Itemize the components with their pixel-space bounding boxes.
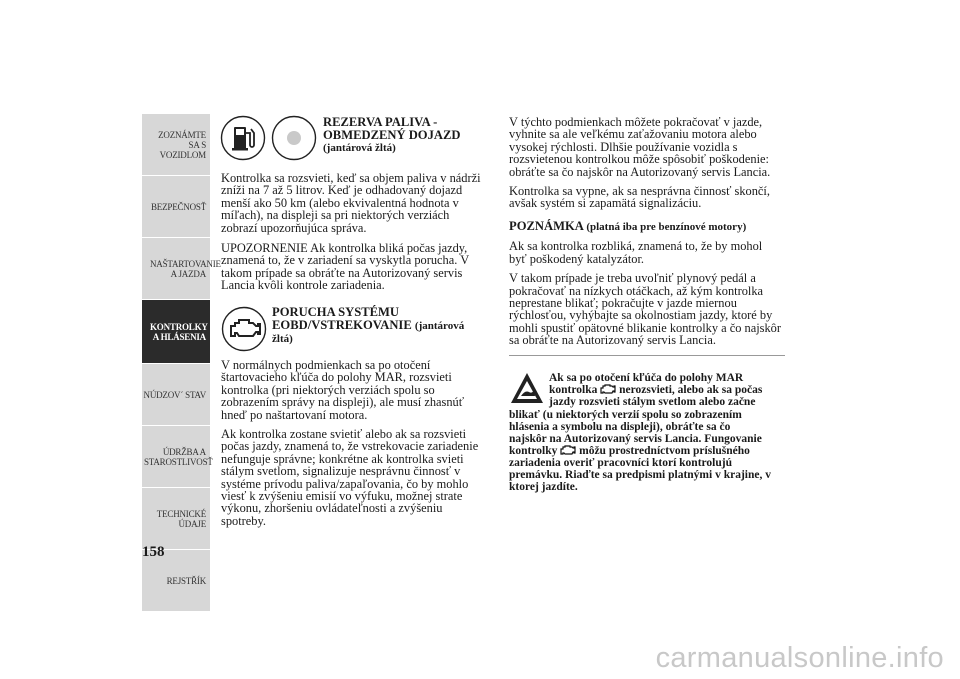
tab-technicke-udaje[interactable] <box>142 488 210 550</box>
tab-label: ZOZNÁMTE SA S VOZIDLOM <box>158 129 206 160</box>
tab-bezpecnost[interactable] <box>142 176 210 238</box>
eobd-text <box>221 359 487 534</box>
fuel-title: REZERVA PALIVA - OBMEDZENÝ DOJAZD <box>323 115 461 142</box>
engine-check-icon <box>560 445 576 455</box>
eobd-paragraph-1: V normálnych podmienkach sa po otočení štartovacieho kľúča do polohy MAR, rozsvieti kontrolka (pri niektorých verziách spolu so zobrazením správy na displeji), ale musí zhasnúť hneď po naštartovaní motora. <box>221 358 465 422</box>
warn-line-2: kontrolka nerozsvieti, alebo ak sa počas <box>549 384 763 396</box>
warn-line-7: kontrolky môžu prostredníctvom príslušného <box>509 445 750 457</box>
fuel-text <box>221 172 483 299</box>
fuel-subtitle: (jantárová žltá) <box>323 142 396 155</box>
tab-label: TECHNICKÉ ÚDAJE <box>156 508 206 529</box>
fuel-pump-icon <box>220 115 266 161</box>
fuel-paragraph-1: Kontrolka sa rozsvieti, keď sa objem paliva v nádrži zníži na 7 až 5 litrov. Keď je odhadovaný dojazd menší ako 50 km (alebo ekvivalentná hodnota v míľach), na displeji sa pri niektorých verziách zobrazí upozorňujúca správa. <box>221 171 481 235</box>
fuel-paragraph-2: UPOZORNENIE Ak kontrolka bliká počas jazdy, znamená to, že v zariadení sa vyskytla porucha. V takom prípade sa obráťte na Autorizovaný servis Lancia kvôli kontrole zariadenia. <box>221 241 469 293</box>
engine-check-icon <box>221 306 267 352</box>
tab-label: NÚDZOV´ STAV <box>143 389 206 400</box>
warn-line-9: premávku. Riaďte sa predpismi platnými v krajine, v <box>509 469 771 481</box>
tab-nudzovy-stav[interactable] <box>142 364 210 426</box>
eobd-heading <box>272 306 484 346</box>
warning-box <box>509 367 785 511</box>
warn-line-8: zariadenia overiť pracovníci ktorí kontrolujú <box>509 457 732 469</box>
warning-triangle-icon <box>509 371 545 405</box>
tab-nastartovanie[interactable] <box>142 238 221 300</box>
warning-light-off-icon <box>271 115 317 161</box>
tab-label: NAŠTARTOVANIE A JAZDA <box>150 258 221 279</box>
warn-line-1: Ak sa po otočení kľúča do polohy MAR <box>549 372 744 384</box>
tab-zoznamte-sa[interactable] <box>142 114 210 176</box>
fuel-heading <box>323 116 483 155</box>
tab-udrzba[interactable] <box>142 426 213 488</box>
chapter-sidebar <box>142 114 221 612</box>
warn-line-5: hlásenia a symbolu na displeji), obráťte sa čo <box>509 421 731 433</box>
right-paragraph-3: Ak sa kontrolka rozbliká, znamená to, že by mohol byť poškodený katalyzátor. <box>509 239 763 266</box>
warn-line-10: ktorej jazdíte. <box>509 481 578 493</box>
warn-line-6: najskôr na Autorizovaný servis Lancia. Fungovanie <box>509 433 762 445</box>
note-heading: POZNÁMKA (platná iba pre benzínové motory) <box>509 218 747 233</box>
right-paragraph-4: V takom prípade je treba uvoľniť plynový pedál a pokračovať na nízkych otáčkach, až kým kontrolka neprestane blikať; pokračujte v jazde miernou rýchlosťou, vyhýbajte sa okolnostiam jazdy, ktoré by mohli spustiť opätovné blikanie kontrolky a čo najskôr sa obráťte na Autorizovaný servis Lancia. <box>509 271 781 348</box>
tab-label: ÚDRŽBA A STAROSTLIVOSŤ <box>144 446 213 467</box>
engine-check-icon <box>600 384 616 394</box>
watermark: carmanualsonline.info <box>655 642 944 674</box>
tab-label: BEZPEČNOSŤ <box>150 201 206 212</box>
eobd-title: PORUCHA SYSTÉMU EOBD/VSTREKOVANIE (jantárová žltá) <box>272 305 465 346</box>
warn-line-4: blikať (u niektorých verzií spolu so zobrazením <box>509 409 742 421</box>
tab-kontrolky[interactable] <box>142 300 210 364</box>
right-paragraph-1: V týchto podmienkach môžete pokračovať v jazde, vyhnite sa ale veľkému zaťažovaniu motora alebo vysokej rýchlosti. Dlhšie používanie vozidla s rozsvietenou kontrolkou môže spôsobiť poškodenie: obráťte sa čo najskôr na Autorizovaný servis Lancia. <box>509 115 771 179</box>
warn-line-3: jazdy rozsvieti stálym svetlom alebo začne <box>549 396 756 408</box>
divider <box>509 355 785 356</box>
page-number: 158 <box>142 544 165 560</box>
right-paragraph-2: Kontrolka sa vypne, ak sa nesprávna činnosť skončí, avšak systém si zapamätá signalizáciu. <box>509 184 770 211</box>
right-text <box>509 116 781 354</box>
tab-label: KONTROLKY A HLÁSENIA <box>150 321 208 342</box>
eobd-paragraph-2: Ak kontrolka zostane svietiť alebo ak sa rozsvieti počas jazdy, znamená to, že vstrekovacie zariadenie nefunguje správne; konkrétne ak kontrolka svieti stálym svetlom, signalizuje nesprávnu činnosť v systéme prívodu paliva/zapaľovania, čo by mohlo viesť k zvýšeniu emisií vo výfuku, možnej strate výkonu, zhoršeniu ovládateľnosti a zvýšeniu spotreby. <box>221 427 479 528</box>
tab-label: REJSTŘÍK <box>166 575 206 586</box>
